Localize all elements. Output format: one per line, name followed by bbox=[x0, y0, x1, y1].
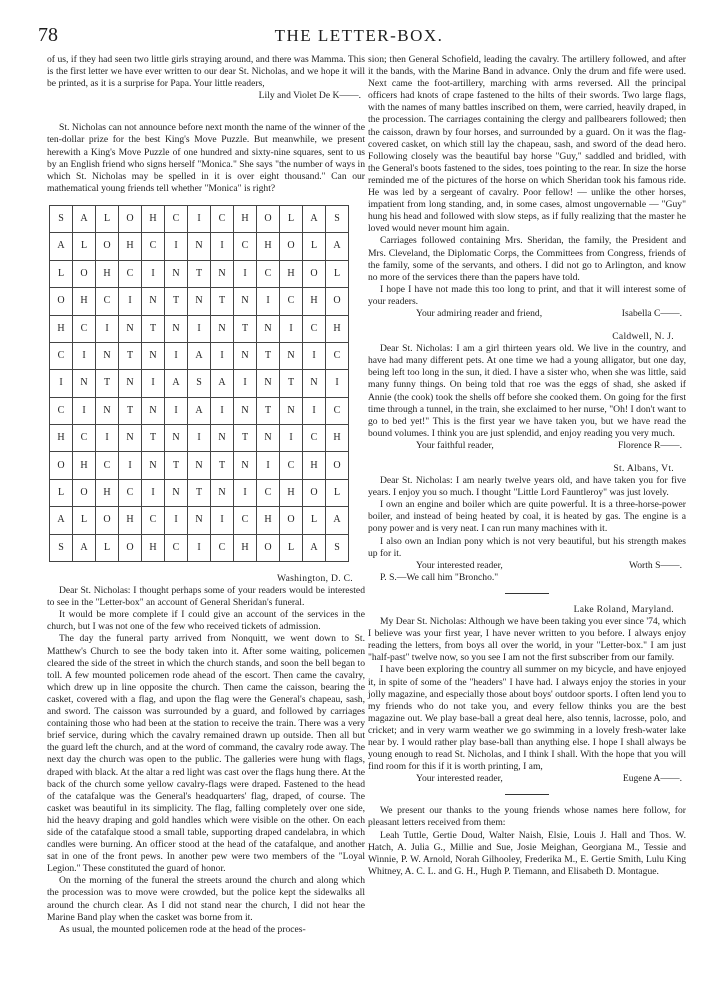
letter-lake-roland: I have been exploring the country all summer on my bicycle, and have enjoyed it, in spite of some of the "headers" I have had. I always enjoy the stories in your jolly magazine, and especially those about boys' outdoor sports. I often lend you to my friends who do not take you, and every fellow thinks you are the best magazine out. We play base-ball a great deal here, also tennis, lacrosse, polo, and cricket; and in very warm weather we go swimming in a lovely fresh-water lake near by. I would rather play base-ball than anything else. I hope I shall always be young enough to read St. Nicholas, and I think I shall. With the hope that you will find room for this if it is worth printing, I am, bbox=[368, 664, 686, 773]
puzzle-cell: O bbox=[303, 260, 326, 287]
puzzle-cell: C bbox=[50, 397, 73, 424]
puzzle-cell: I bbox=[119, 452, 142, 479]
puzzle-cell: C bbox=[303, 315, 326, 342]
puzzle-cell: A bbox=[188, 397, 211, 424]
puzzle-row bbox=[50, 425, 349, 452]
puzzle-row bbox=[50, 288, 349, 315]
puzzle-cell: H bbox=[96, 479, 119, 506]
puzzle-cell: I bbox=[234, 260, 257, 287]
puzzle-row bbox=[50, 205, 349, 232]
puzzle-cell: O bbox=[96, 507, 119, 534]
puzzle-cell: S bbox=[326, 534, 349, 561]
puzzle-cell: I bbox=[119, 288, 142, 315]
puzzle-cell: I bbox=[188, 315, 211, 342]
puzzle-cell: N bbox=[257, 370, 280, 397]
puzzle-cell: C bbox=[119, 260, 142, 287]
puzzle-cell: H bbox=[50, 315, 73, 342]
puzzle-cell: H bbox=[326, 315, 349, 342]
letter-caldwell: Dear St. Nicholas: I am a girl thirteen years old. We live in the country, and have had many different pets. At one time we had a young alligator, but one day, being left too long in the sun, it died. I have a sister who, when she was little, said many funny things. On being told that roe was the eggs of shad, she asked if Annie (the cook) took the shells off before she cooked them. On going for the first time through a tunnel, in the train, she exclaimed to her nurse, "Oh! I don't want to go to bed yet!" This is the first year we have taken you, but we have read the bound volumes. I think you are just splendid, and enjoy reading you very much. bbox=[368, 343, 686, 439]
puzzle-cell: I bbox=[188, 534, 211, 561]
puzzle-row bbox=[50, 397, 349, 424]
puzzle-cell: N bbox=[73, 370, 96, 397]
puzzle-cell: T bbox=[188, 260, 211, 287]
puzzle-cell: H bbox=[142, 205, 165, 232]
puzzle-cell: I bbox=[50, 370, 73, 397]
puzzle-cell: O bbox=[280, 507, 303, 534]
thanks-names: Leah Tuttle, Gertie Doud, Walter Naish, Elsie, Louis J. Hall and Thos. W. Hatch, A. Julia G., Millie and Sue, Josie Meighan, Georgiana M., Tessie and Winnie, P. W. Arnold, Norah Gilhooley, Frederika M., E. Gertie Smith, Lulu King Whitney, A. C. L. and G. H., Hugh P. Tiemann, and Elisabeth D. Montague. bbox=[368, 829, 686, 877]
puzzle-cell: C bbox=[119, 479, 142, 506]
puzzle-cell: A bbox=[326, 507, 349, 534]
puzzle-cell: L bbox=[280, 534, 303, 561]
puzzle-cell: I bbox=[165, 233, 188, 260]
left-column bbox=[47, 54, 365, 936]
puzzle-cell: N bbox=[234, 342, 257, 369]
letter-continuation: of us, if they had seen two little girls straying around, and there was Mamma. This is the first letter we have ever written to our dear St. Nicholas, and we hope it will be printed, as it is a surprise for Papa. Your little readers, bbox=[47, 54, 365, 90]
puzzle-cell: T bbox=[142, 315, 165, 342]
thanks-intro: We present our thanks to the young friends whose names here follow, for pleasant letters received from them: bbox=[368, 805, 686, 829]
puzzle-row bbox=[50, 260, 349, 287]
puzzle-cell: I bbox=[257, 452, 280, 479]
signer-lily: Lily and Violet De K——. bbox=[258, 90, 361, 102]
puzzle-cell: N bbox=[188, 452, 211, 479]
signer-florence: Florence R——. bbox=[618, 439, 682, 451]
puzzle-cell: H bbox=[119, 233, 142, 260]
puzzle-cell: C bbox=[326, 342, 349, 369]
puzzle-cell: O bbox=[96, 233, 119, 260]
puzzle-cell: T bbox=[211, 288, 234, 315]
puzzle-cell: C bbox=[142, 507, 165, 534]
puzzle-row bbox=[50, 479, 349, 506]
puzzle-cell: S bbox=[50, 534, 73, 561]
puzzle-cell: N bbox=[142, 452, 165, 479]
section-rule bbox=[505, 794, 549, 795]
puzzle-cell: S bbox=[50, 205, 73, 232]
puzzle-cell: N bbox=[234, 397, 257, 424]
puzzle-row bbox=[50, 233, 349, 260]
page-number: 78 bbox=[38, 24, 58, 46]
puzzle-cell: L bbox=[50, 479, 73, 506]
puzzle-cell: I bbox=[211, 342, 234, 369]
puzzle-cell: I bbox=[234, 479, 257, 506]
puzzle-cell: H bbox=[73, 452, 96, 479]
puzzle-cell: O bbox=[119, 534, 142, 561]
puzzle-cell: C bbox=[50, 342, 73, 369]
puzzle-cell: I bbox=[188, 425, 211, 452]
puzzle-cell: C bbox=[280, 288, 303, 315]
closing: Your interested reader, bbox=[416, 559, 503, 571]
puzzle-cell: L bbox=[303, 233, 326, 260]
puzzle-cell: A bbox=[50, 233, 73, 260]
puzzle-cell: C bbox=[73, 425, 96, 452]
funeral-para: Dear St. Nicholas: I thought perhaps some of your readers would be interested to see in the "Letter-box" an account of General Sheridan's funeral. bbox=[47, 585, 365, 609]
puzzle-cell: C bbox=[73, 315, 96, 342]
puzzle-cell: S bbox=[326, 205, 349, 232]
puzzle-cell: H bbox=[257, 507, 280, 534]
puzzle-cell: I bbox=[303, 397, 326, 424]
funeral-para: On the morning of the funeral the streets around the church and along which the procession was to move were crowded, but the police kept the sidewalks all around the church clear. As I did not stand near the church, I did not hear the Marine Band play when the casket was borne from it. bbox=[47, 875, 365, 923]
closing: Your admiring reader and friend, bbox=[416, 307, 543, 319]
puzzle-cell: N bbox=[257, 315, 280, 342]
puzzle-cell: N bbox=[211, 479, 234, 506]
puzzle-cell: N bbox=[280, 342, 303, 369]
right-column bbox=[368, 54, 686, 878]
puzzle-cell: N bbox=[142, 288, 165, 315]
signature-florence bbox=[368, 440, 686, 452]
puzzle-cell: T bbox=[257, 397, 280, 424]
puzzle-cell: C bbox=[96, 288, 119, 315]
puzzle-cell: O bbox=[50, 452, 73, 479]
puzzle-cell: N bbox=[211, 315, 234, 342]
dateline-caldwell: Caldwell, N. J. bbox=[612, 331, 674, 343]
signature-worth bbox=[368, 560, 686, 572]
dateline-washington: Washington, D. C. bbox=[276, 573, 353, 585]
puzzle-cell: N bbox=[165, 479, 188, 506]
puzzle-cell: S bbox=[188, 370, 211, 397]
puzzle-cell: C bbox=[303, 425, 326, 452]
puzzle-cell: H bbox=[280, 479, 303, 506]
funeral-continuation: Carriages followed containing Mrs. Sheridan, the family, the President and Mrs. Cleveland, the Diplomatic Corps, the Committees from Congress, friends of the family, some of the servants, and others. I did not go to Arlington, and know no more of the services there than the papers have told. bbox=[368, 235, 686, 283]
puzzle-cell: N bbox=[188, 233, 211, 260]
puzzle-cell: T bbox=[165, 288, 188, 315]
puzzle-cell: A bbox=[211, 370, 234, 397]
puzzle-cell: N bbox=[142, 397, 165, 424]
puzzle-cell: N bbox=[142, 342, 165, 369]
puzzle-cell: I bbox=[257, 288, 280, 315]
funeral-continuation: I hope I have not made this too long to print, and that it will interest some of your readers. bbox=[368, 283, 686, 307]
puzzle-cell: T bbox=[257, 342, 280, 369]
puzzle-cell: T bbox=[211, 452, 234, 479]
puzzle-cell: N bbox=[119, 425, 142, 452]
puzzle-cell: N bbox=[165, 315, 188, 342]
puzzle-cell: A bbox=[188, 342, 211, 369]
letter-stalbans: Dear St. Nicholas: I am nearly twelve years old, and have taken you for five years. I enjoy you so much. I thought "Little Lord Fauntleroy" was just lovely. bbox=[368, 475, 686, 499]
puzzle-cell: T bbox=[188, 479, 211, 506]
puzzle-cell: I bbox=[211, 233, 234, 260]
puzzle-cell: C bbox=[142, 233, 165, 260]
puzzle-row bbox=[50, 315, 349, 342]
puzzle-row bbox=[50, 370, 349, 397]
signer-isabella: Isabella C——. bbox=[621, 307, 682, 319]
dateline-lake-roland: Lake Roland, Maryland. bbox=[573, 603, 674, 615]
puzzle-cell: A bbox=[73, 534, 96, 561]
puzzle-cell: I bbox=[96, 425, 119, 452]
puzzle-cell: L bbox=[73, 507, 96, 534]
puzzle-cell: T bbox=[119, 397, 142, 424]
puzzle-cell: N bbox=[234, 452, 257, 479]
puzzle-cell: N bbox=[165, 260, 188, 287]
signature-eugene bbox=[368, 773, 686, 785]
kings-move-puzzle-grid bbox=[49, 205, 349, 562]
puzzle-cell: N bbox=[211, 260, 234, 287]
puzzle-cell: N bbox=[303, 370, 326, 397]
puzzle-cell: I bbox=[73, 342, 96, 369]
postscript: P. S.—We call him "Broncho." bbox=[380, 571, 499, 583]
puzzle-cell: C bbox=[211, 205, 234, 232]
puzzle-cell: H bbox=[280, 260, 303, 287]
puzzle-cell: H bbox=[234, 534, 257, 561]
puzzle-cell: H bbox=[96, 260, 119, 287]
puzzle-cell: O bbox=[50, 288, 73, 315]
puzzle-cell: L bbox=[303, 507, 326, 534]
puzzle-cell: H bbox=[257, 233, 280, 260]
puzzle-row bbox=[50, 507, 349, 534]
puzzle-cell: C bbox=[165, 205, 188, 232]
puzzle-cell: N bbox=[188, 288, 211, 315]
puzzle-cell: A bbox=[303, 534, 326, 561]
signature-isabella bbox=[368, 308, 686, 320]
puzzle-cell: N bbox=[96, 397, 119, 424]
puzzle-cell: O bbox=[326, 288, 349, 315]
puzzle-cell: O bbox=[73, 479, 96, 506]
puzzle-cell: I bbox=[211, 507, 234, 534]
puzzle-cell: C bbox=[165, 534, 188, 561]
puzzle-cell: O bbox=[326, 452, 349, 479]
puzzle-cell: I bbox=[280, 315, 303, 342]
funeral-para: The day the funeral party arrived from Nonquitt, we went down to St. Matthew's Church to see the body taken into it. After some waiting, policemen cleared the side of the street in which the church stands, and soon the bell began to toll. A few mounted policemen rode ahead of the escort. Then came the cavalry, which drew up in line opposite the church. Then came the caisson, bearing the casket, covered with a flag, and upon the flag were the General's chapeau, sash, and sword. The caisson was surrounded by a guard, and followed by carriages containing those who had been at the station to receive the train. There was a very brief service, during which the cavalry remained drawn up outside. Then all but the guard left the church, and at the word of command, the cavalry rode away. The next day the church was open to the public. The galleries were hung with flags, draped with black. At the altar a red light was cast over the flags hung there. At the back of the church some yellow cavalry-flags were draped. Fastened to the head of the catafalque was the General's headquarters' flag, draped, of course. The casket was beautiful in its simplicity. The flag, falling completely over one side, hid the heavy draping and gold handles which were visible on the other. On each side of the catafalque stood a small table, supporting draped candelabra, in which candles were burning. An officer stood at the head of the catafalque, and another sat in one of the front pews. In another pew were two members of the "Loyal Legion." These constituted the guard of honor. bbox=[47, 633, 365, 875]
puzzle-cell: I bbox=[280, 425, 303, 452]
puzzle-cell: L bbox=[326, 479, 349, 506]
puzzle-cell: I bbox=[165, 507, 188, 534]
puzzle-cell: H bbox=[234, 205, 257, 232]
puzzle-cell: T bbox=[234, 425, 257, 452]
puzzle-cell: I bbox=[188, 205, 211, 232]
puzzle-intro: St. Nicholas can not announce before next month the name of the winner of the ten-dollar prize for the best King's Move Puzzle. But meanwhile, we present herewith a King's Move Puzzle of one hundred and sixty-nine squares, sent to us by an English friend who signs herself "Monica." She says "the number of ways in which St. Nicholas may be spelled in it is over eight thousand." Can our mathematical young friends tell whether "Monica" is right? bbox=[47, 122, 365, 194]
puzzle-cell: T bbox=[280, 370, 303, 397]
puzzle-cell: I bbox=[96, 315, 119, 342]
puzzle-cell: H bbox=[119, 507, 142, 534]
puzzle-cell: H bbox=[303, 452, 326, 479]
puzzle-cell: O bbox=[119, 205, 142, 232]
puzzle-cell: I bbox=[142, 479, 165, 506]
funeral-para: It would be more complete if I could give an account of the services in the church, but I was not one of the few who received tickets of admission. bbox=[47, 609, 365, 633]
puzzle-cell: L bbox=[326, 260, 349, 287]
puzzle-cell: I bbox=[165, 342, 188, 369]
puzzle-cell: H bbox=[73, 288, 96, 315]
puzzle-cell: C bbox=[326, 397, 349, 424]
puzzle-cell: N bbox=[96, 342, 119, 369]
letter-stalbans: I also own an Indian pony which is not very beautiful, but his strength makes up for it. bbox=[368, 535, 686, 559]
closing: Your faithful reader, bbox=[416, 439, 494, 451]
puzzle-cell: A bbox=[303, 205, 326, 232]
puzzle-cell: N bbox=[257, 425, 280, 452]
signer-eugene: Eugene A——. bbox=[622, 773, 682, 785]
puzzle-cell: C bbox=[257, 479, 280, 506]
running-head: THE LETTER-BOX. bbox=[274, 26, 444, 45]
puzzle-cell: A bbox=[50, 507, 73, 534]
puzzle-cell: H bbox=[326, 425, 349, 452]
puzzle-cell: L bbox=[96, 534, 119, 561]
puzzle-cell: T bbox=[234, 315, 257, 342]
puzzle-cell: A bbox=[326, 233, 349, 260]
puzzle-cell: N bbox=[119, 315, 142, 342]
signature-lily bbox=[47, 90, 365, 102]
puzzle-cell: O bbox=[257, 534, 280, 561]
puzzle-cell: I bbox=[303, 342, 326, 369]
letter-lake-roland: My Dear St. Nicholas: Although we have been taking you ever since '74, which I believe was your first year, I have never written to you before. I always enjoy reading the letters, from boys all over the world, in your "Letter-box." I am just "half-past" twelve now, so you see I am not the first subscriber from our family. bbox=[368, 616, 686, 664]
puzzle-cell: L bbox=[50, 260, 73, 287]
dateline-stalbans: St. Albans, Vt. bbox=[613, 463, 674, 474]
puzzle-cell: O bbox=[73, 260, 96, 287]
puzzle-cell: C bbox=[211, 534, 234, 561]
closing: Your interested reader, bbox=[416, 773, 503, 785]
puzzle-cell: N bbox=[234, 288, 257, 315]
puzzle-cell: I bbox=[142, 370, 165, 397]
puzzle-cell: I bbox=[165, 397, 188, 424]
puzzle-row bbox=[50, 342, 349, 369]
puzzle-cell: C bbox=[234, 233, 257, 260]
puzzle-row bbox=[50, 452, 349, 479]
puzzle-row bbox=[50, 534, 349, 561]
puzzle-cell: L bbox=[73, 233, 96, 260]
puzzle-cell: C bbox=[280, 452, 303, 479]
puzzle-cell: N bbox=[280, 397, 303, 424]
puzzle-cell: T bbox=[96, 370, 119, 397]
puzzle-cell: I bbox=[326, 370, 349, 397]
puzzle-cell: O bbox=[303, 479, 326, 506]
puzzle-cell: L bbox=[280, 205, 303, 232]
puzzle-cell: L bbox=[96, 205, 119, 232]
puzzle-cell: T bbox=[119, 342, 142, 369]
puzzle-cell: N bbox=[119, 370, 142, 397]
puzzle-cell: N bbox=[211, 425, 234, 452]
letter-stalbans: I own an engine and boiler which are quite powerful. It is a three-horse-power boiler, and instead of being heated by coal, it is heated by gas. The engine is a pony power and is very neat. I can run many machines with it. bbox=[368, 499, 686, 535]
puzzle-cell: I bbox=[234, 370, 257, 397]
puzzle-cell: N bbox=[165, 425, 188, 452]
funeral-para: As usual, the mounted policemen rode at the head of the proces- bbox=[59, 923, 306, 935]
puzzle-cell: T bbox=[165, 452, 188, 479]
puzzle-cell: H bbox=[303, 288, 326, 315]
puzzle-cell: I bbox=[211, 397, 234, 424]
puzzle-cell: H bbox=[50, 425, 73, 452]
puzzle-cell: C bbox=[257, 260, 280, 287]
signer-worth: Worth S——. bbox=[628, 559, 682, 571]
puzzle-cell: T bbox=[142, 425, 165, 452]
puzzle-cell: A bbox=[73, 205, 96, 232]
puzzle-cell: O bbox=[280, 233, 303, 260]
section-rule bbox=[505, 593, 549, 594]
puzzle-cell: C bbox=[234, 507, 257, 534]
puzzle-cell: N bbox=[188, 507, 211, 534]
puzzle-cell: C bbox=[96, 452, 119, 479]
puzzle-cell: I bbox=[73, 397, 96, 424]
puzzle-cell: O bbox=[257, 205, 280, 232]
puzzle-cell: I bbox=[142, 260, 165, 287]
puzzle-cell: A bbox=[165, 370, 188, 397]
puzzle-cell: H bbox=[142, 534, 165, 561]
funeral-continuation: sion; then General Schofield, leading the cavalry. The artillery followed, and after it the bands, with the Marine Band in advance. Only the drum and fife were used. Next came the foot-artillery, marching with arms reversed. All the principal officers had knots of crape fastened to the hilts of their swords. Two large flags, with the names of many battles inscribed on them, were carried, heavily draped, in the procession. The carriages containing the clergy and pallbearers followed; then the caisson, drawn by four horses, and surrounded by a guard. On it was the flag-covered casket, on which still lay the chapeau, sash, and sword of the dead hero. Following closely was the beautiful bay horse "Guy," saddled and bridled, with the General's boots fastened to the sides, toes pointing to the rear. In size the horse reminded me of the pictures of the horse on which Sheridan took his famous ride. He was led by a sergeant of cavalry. Poor fellow! — unlike the other horses, impatient from long standing, and, in some cases, almost ungovernable — "Guy" hung his head and followed with slow steps, as if fully realizing that the master he loved would never mount him again. bbox=[368, 54, 686, 235]
